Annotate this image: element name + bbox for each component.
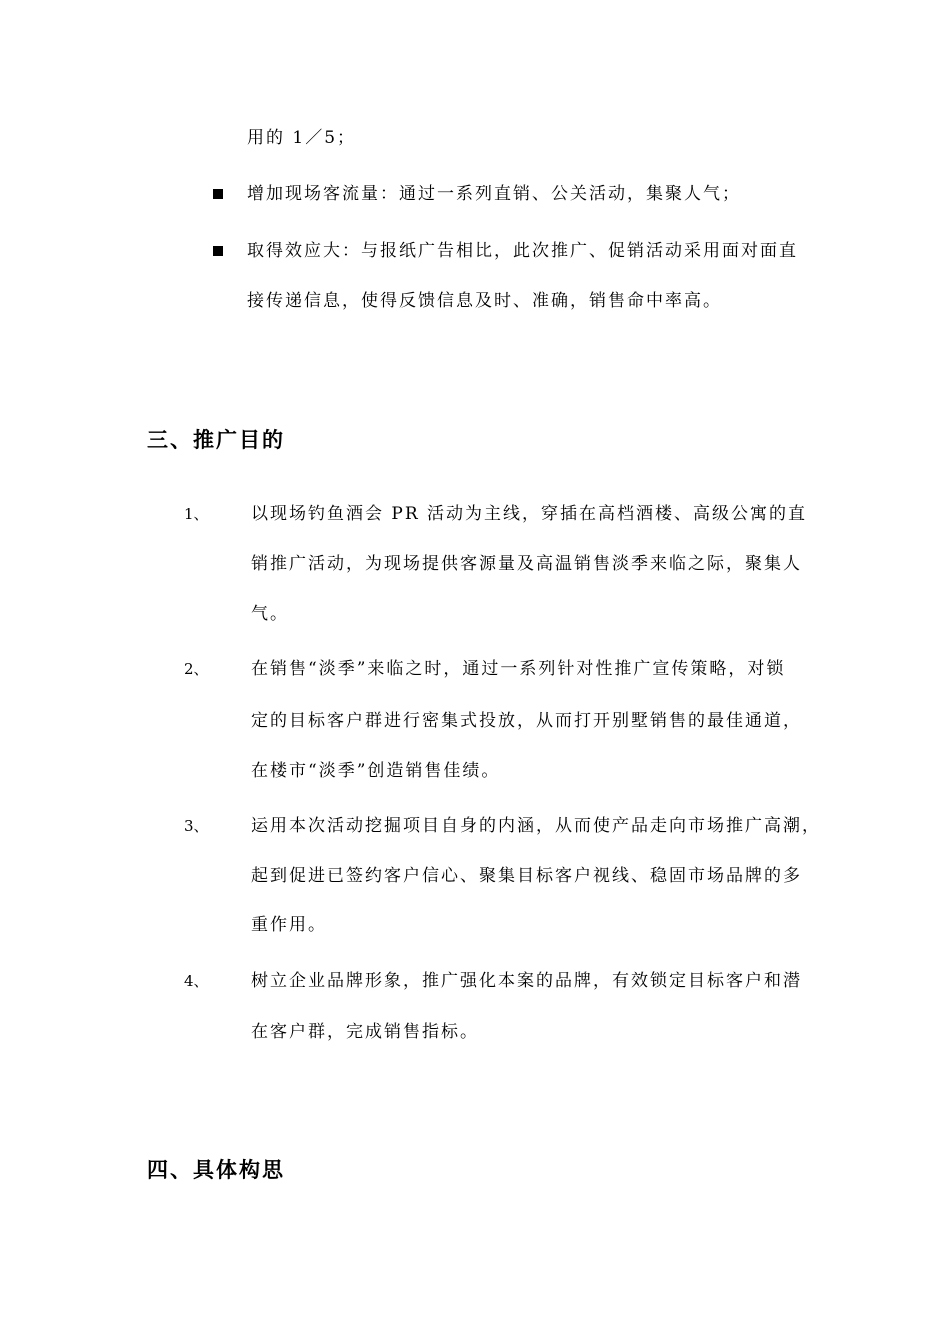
item-2-line-3: 在楼市“淡季”创造销售佳绩。 [251,761,501,781]
item-3-line-1: 运用本次活动挖掘项目自身的内涵，从而使产品走向市场推广高潮， [251,816,821,836]
square-bullet-icon [213,246,223,256]
bullet-2-line-2: 接传递信息，使得反馈信息及时、准确，销售命中率高。 [247,291,722,311]
item-1-line-3: 气。 [251,604,289,624]
item-1-number: 1、 [184,505,209,523]
section-4-heading: 四、具体构思 [147,1158,285,1182]
item-3-number: 3、 [184,817,209,835]
continued-text-line: 用的 1／5； [247,128,357,148]
item-4-line-1: 树立企业品牌形象，推广强化本案的品牌，有效锁定目标客户和潜 [251,971,802,991]
item-2-line-1: 在销售“淡季”来临之时，通过一系列针对性推广宣传策略，对锁 [251,659,786,679]
item-4-line-2: 在客户群，完成销售指标。 [251,1022,479,1042]
item-3-line-2: 起到促进已签约客户信心、聚集目标客户视线、稳固市场品牌的多 [251,866,802,886]
section-3-heading: 三、推广目的 [147,428,285,452]
item-4-number: 4、 [184,972,209,990]
item-1-line-1: 以现场钓鱼酒会 PR 活动为主线，穿插在高档酒楼、高级公寓的直 [251,504,808,524]
item-1-line-2: 销推广活动，为现场提供客源量及高温销售淡季来临之际，聚集人 [251,554,802,574]
square-bullet-icon [213,189,223,199]
bullet-1-line-1: 增加现场客流量：通过一系列直销、公关活动，集聚人气； [247,184,741,204]
item-2-line-2: 定的目标客户群进行密集式投放，从而打开别墅销售的最佳通道， [251,711,802,731]
bullet-2-line-1: 取得效应大：与报纸广告相比，此次推广、促销活动采用面对面直 [247,241,798,261]
item-2-number: 2、 [184,660,209,678]
item-3-line-3: 重作用。 [251,915,327,935]
